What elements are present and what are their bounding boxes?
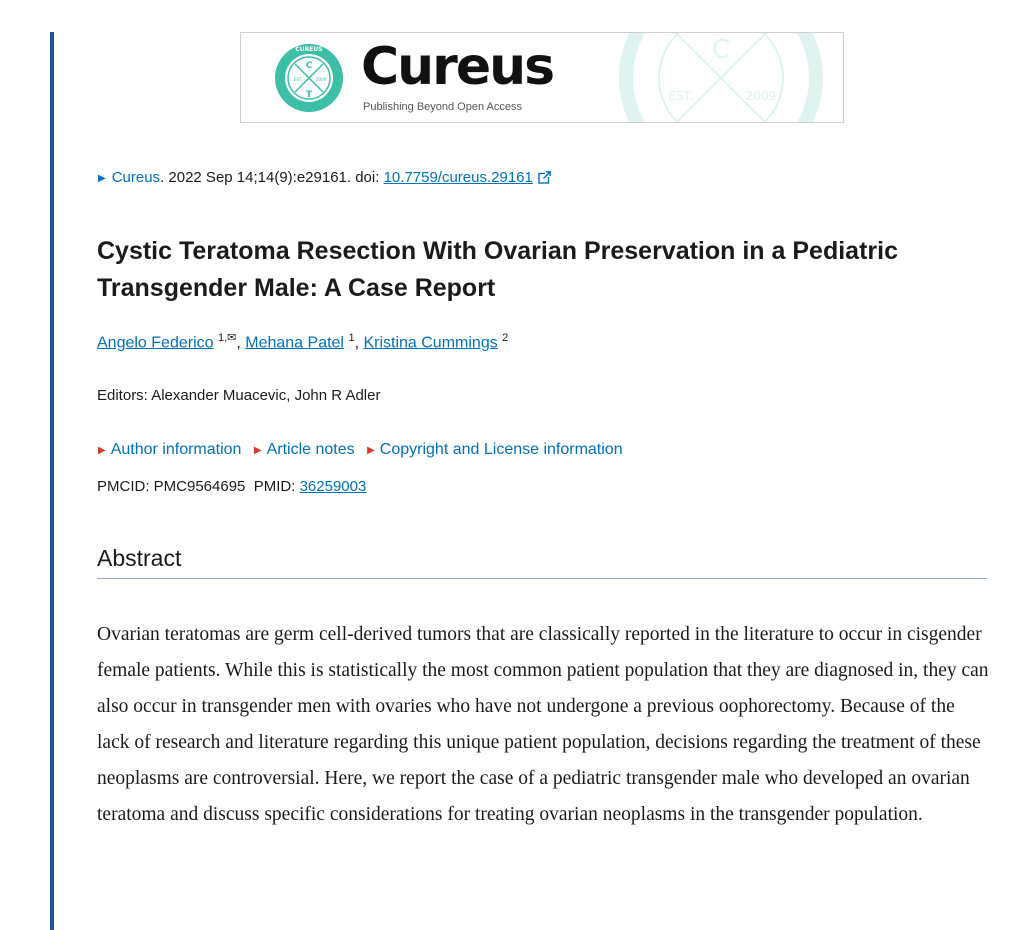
copyright-license-toggle[interactable] [367, 441, 623, 458]
watermark-est: EST. [668, 89, 694, 103]
journal-wordmark: Cureus [361, 37, 554, 97]
abstract-heading: Abstract [97, 545, 182, 571]
pmid-label: PMID: [253, 478, 300, 495]
expand-triangle-icon: ▶ [253, 445, 262, 456]
toggle-label: Copyright and License information [379, 441, 623, 458]
watermark-letter: C [711, 35, 731, 65]
journal-tagline: Publishing Beyond Open Access [363, 101, 522, 113]
expand-triangle-icon: ▶ [367, 445, 375, 456]
journal-banner[interactable] [240, 32, 844, 123]
seal-letter-bottom: T [305, 90, 313, 100]
toggle-label: Author information [110, 441, 242, 458]
expand-triangle-icon: ▶ [98, 445, 106, 456]
pmid-link[interactable]: 36259003 [299, 478, 367, 495]
citation-details: . 2022 Sep 14;14(9):e29161. doi: [160, 169, 384, 186]
pmcid-text: PMCID: PMC9564695 [97, 478, 246, 495]
article-info-toggles [98, 441, 631, 459]
journal-link[interactable]: Cureus [111, 169, 161, 186]
cureus-seal-logo [273, 42, 345, 114]
author-affiliation-sup: 2 [502, 332, 509, 344]
author-information-toggle[interactable] [98, 441, 241, 458]
author-list: Angelo Federico $^{1,✉}$, Mehana Patel $^1$, Kristina Cummings $^2$ [97, 332, 509, 352]
citation-line [98, 169, 551, 186]
article-notes-toggle[interactable] [254, 441, 355, 458]
seal-watermark-icon [611, 32, 844, 123]
author-link[interactable]: Kristina Cummings [363, 334, 498, 352]
watermark-year: 2009 [745, 89, 777, 103]
article-title: Cystic Teratoma Resection With Ovarian Preservation in a Pediatric Transgender Male: A Case Report [97, 237, 898, 302]
seal-year: 2009 [315, 77, 327, 82]
expand-triangle-icon[interactable]: ▶ [98, 173, 106, 184]
author-affiliation-sup: 1 [348, 332, 355, 344]
article-identifiers [97, 478, 366, 495]
external-link-icon[interactable] [538, 171, 551, 184]
author-affiliation-sup: 1,✉ [217, 332, 237, 344]
author-link[interactable]: Angelo Federico [97, 334, 214, 352]
abstract-paragraph: Ovarian teratomas are germ cell-derived tumors that are classically reported in the literature to occur in cisgender female patients. While this is statistically the most common patient population that they are diagnosed in, they can also occur in transgender men with ovaries who have not undergone a previous oophorectomy. Because of the lack of research and literature regarding this unique patient population, decisions regarding the treatment of these neoplasms are controversial. Here, we report the case of a pediatric transgender male who developed an ovarian teratoma and discuss specific considerations for treating ovarian neoplasms in the transgender population. [97, 624, 989, 825]
author-link[interactable]: Mehana Patel [245, 334, 344, 352]
seal-ring-text: CUREUS [295, 46, 323, 53]
seal-letter-top: C [305, 61, 313, 71]
doi-link[interactable]: 10.7759/cureus.29161 [383, 169, 533, 186]
toggle-label: Article notes [266, 441, 355, 458]
left-accent-bar [50, 32, 54, 930]
abstract-divider [97, 578, 987, 579]
seal-est: EST. [293, 77, 303, 82]
editors-line: Editors: Alexander Muacevic, John R Adler [97, 387, 381, 404]
